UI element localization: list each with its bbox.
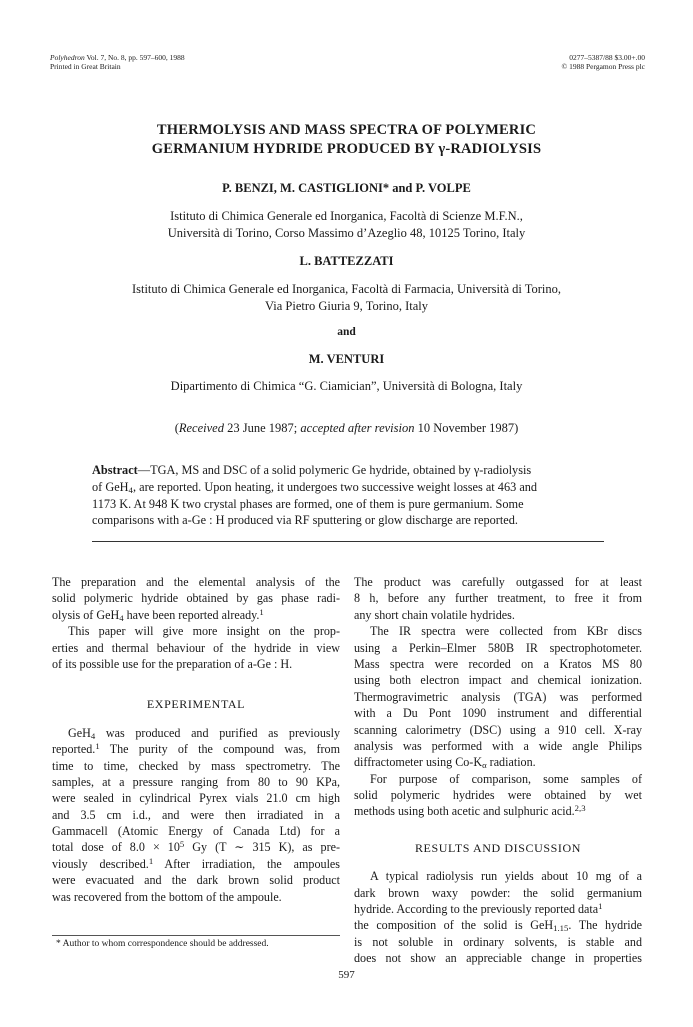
title-line-2: GERMANIUM HYDRIDE PRODUCED BY γ-RADIOLYSIS — [151, 141, 542, 157]
body-line: dark brown waxy powder: the solid germanium — [354, 885, 642, 900]
received-line: (Received 23 June 1987; accepted after revision 10 November 1987) — [174, 421, 519, 435]
section-heading-results: RESULTS AND DISCUSSION — [414, 840, 582, 855]
body-line: of its possible use for the preparation of a-Ge : H. — [52, 656, 293, 671]
page-number: 597 — [338, 969, 355, 981]
text-span: diffractometer using Co-K — [354, 755, 483, 770]
abstract-line-3: 1173 K. At 948 K two crystal phases are formed, one of them is pure germanium. Some — [92, 496, 524, 511]
body-line — [52, 839, 340, 855]
left-column — [52, 574, 340, 905]
abstract-sub: 4 — [128, 485, 133, 495]
body-line: solid polymeric hydride obtained by gas phase radi- — [52, 591, 340, 606]
abstract-divider — [92, 541, 604, 542]
body-line: using both electron impact and chemical ionization. — [354, 673, 642, 688]
author-group-2: L. BATTEZZATI — [299, 254, 394, 268]
body-line: A typical radiolysis run yields about 10 mg of a — [370, 869, 642, 884]
body-line: Gammacell (Atomic Energy of Canada Ltd) for a — [52, 824, 340, 839]
superscript: 5 — [179, 839, 185, 850]
section-heading-experimental: EXPERIMENTAL — [146, 697, 246, 712]
body-line: were evacuated and the dark brown solid product — [52, 873, 340, 888]
footnote: * Author to whom correspondence should be addressed. — [56, 939, 269, 949]
issn-price: 0277–5387/88 $3.00+.00 — [569, 53, 645, 62]
body-line: 8 h, before any further treatment, to free it from — [354, 591, 642, 606]
journal-code — [562, 53, 645, 71]
subscript: 1.15 — [553, 923, 569, 934]
text-span: After irradiation, the ampoules — [153, 856, 341, 871]
and-separator: and — [337, 326, 356, 338]
subscript: α — [482, 760, 487, 771]
body-line: The product was carefully outgassed for at least — [354, 575, 642, 589]
affiliation-1-line-2: Università di Torino, Corso Massimo d’Azeglio 48, 10125 Torino, Italy — [167, 226, 526, 240]
abstract-line-4: comparisons with a-Ge : H produced via RF sputtering or glow discharge are reported. — [92, 513, 518, 528]
affiliation-2 — [0, 281, 693, 315]
citation-ref: 2,3 — [574, 803, 586, 814]
footnote-divider — [52, 935, 340, 936]
body-line — [52, 607, 340, 623]
citation-ref: 1 — [148, 855, 154, 866]
body-line — [354, 803, 642, 819]
body-line — [354, 917, 642, 933]
body-line — [52, 741, 340, 757]
spacer — [52, 713, 340, 725]
body-line: any short chain volatile hydrides. — [354, 607, 515, 622]
text-span: GeH — [68, 725, 91, 740]
body-line: The IR spectra were collected from KBr discs — [370, 624, 642, 639]
journal-citation — [50, 53, 185, 71]
citation-ref: 1 — [95, 741, 100, 752]
text-span: have been reported already. — [123, 607, 260, 622]
affiliation-3: Dipartimento di Chimica “G. Ciamician”, Università di Bologna, Italy — [170, 379, 523, 393]
body-line: erties and thermal behaviour of the hydride in view — [52, 640, 340, 655]
body-line — [354, 901, 642, 917]
subscript: 4 — [119, 612, 124, 623]
body-line: is not soluble in ordinary solvents, is stable and — [354, 934, 642, 949]
text-span: hydride. According to the previously reported data — [354, 902, 599, 917]
body-line: This paper will give more insight on the prop- — [68, 624, 340, 639]
citation-ref: 1 — [598, 901, 603, 912]
body-line: samples, at a pressure ranging from 80 to 90 KPa, — [52, 774, 340, 789]
abstract-line-1: —TGA, MS and DSC of a solid polymeric Ge hydride, obtained by γ-radiolysis — [137, 463, 532, 477]
text-span: olysis of GeH — [52, 607, 120, 622]
text-span: . The hydride — [568, 918, 642, 933]
body-line: solid polymeric hydrides were obtained by wet — [354, 788, 642, 803]
received-label: Received — [178, 421, 224, 435]
body-line: were sealed in cylindrical Pyrex vials 21.0 cm high — [52, 791, 340, 806]
body-line: does not show an appreciable change in properties — [354, 951, 642, 966]
citation-ref: 1 — [259, 606, 264, 617]
text-span: radiation. — [486, 755, 536, 770]
affiliation-2-line-2: Via Pietro Giuria 9, Torino, Italy — [264, 299, 429, 313]
affiliation-2-line-1: Istituto di Chimica Generale ed Inorganica, Facoltà di Farmacia, Università di Torino, — [131, 282, 562, 296]
abstract-label: Abstract — [92, 463, 138, 477]
journal-ref: Vol. 7, No. 8, pp. 597–600, 1988 — [84, 53, 185, 62]
received-date: 23 June 1987 — [227, 421, 294, 435]
body-line: and 3.5 cm i.d., and were then irradiated in a — [52, 807, 340, 822]
affiliation-1-line-1: Istituto di Chimica Generale ed Inorganica, Facoltà di Scienze M.F.N., — [170, 209, 523, 223]
body-line: was recovered from the bottom of the ampoule. — [52, 889, 282, 904]
right-column — [354, 574, 642, 967]
body-line — [52, 856, 340, 872]
body-line: The preparation and the elemental analysis of the — [52, 575, 340, 589]
body-line: Thermogravimetric analysis (TGA) was performed — [354, 689, 642, 704]
accepted-date: 10 November 1987 — [417, 421, 515, 435]
text-span: total dose of 8.0 × 10 — [52, 840, 180, 855]
spacer — [52, 672, 340, 696]
text-span: the composition of the solid is GeH — [354, 918, 554, 933]
body-line — [52, 725, 340, 741]
subscript: 4 — [90, 730, 96, 741]
body-line: Mass spectra were recorded on a Kratos MS 80 — [354, 656, 642, 671]
body-line: analysis was performed with a wide angle Philips — [354, 738, 642, 753]
text-span: reported. — [52, 742, 96, 757]
body-line: scanning calorimetry (DSC) using a 910 cell. X-ray — [354, 722, 642, 737]
body-line — [354, 754, 642, 770]
spacer — [354, 856, 642, 868]
printed-in: Printed in Great Britain — [50, 62, 121, 71]
abstract-line-2a: of GeH — [92, 479, 129, 494]
body-line: using a Perkin–Elmer 580B IR spectrophotometer. — [354, 640, 642, 655]
affiliation-1 — [0, 208, 693, 242]
body-line: For purpose of comparison, some samples of — [370, 771, 642, 786]
spacer — [354, 820, 642, 840]
text-span: The purity of the compound was, from — [99, 742, 340, 757]
body-line: with a Du Pont 1090 instrument and differential — [354, 706, 642, 721]
author-group-3: M. VENTURI — [308, 352, 385, 366]
text-span: Gy (T ∼ 315 K), as pre- — [184, 840, 340, 855]
title-line-1: THERMOLYSIS AND MASS SPECTRA OF POLYMERIC — [156, 122, 537, 138]
abstract — [92, 462, 604, 529]
copyright-line: © 1988 Pergamon Press plc — [561, 62, 645, 71]
text-span: was produced and purified as previously — [95, 725, 340, 740]
text-span: methods using both acetic and sulphuric acid. — [354, 804, 575, 819]
journal-name: Polyhedron — [50, 53, 85, 62]
paper-title — [0, 121, 693, 159]
body-line: time to time, checked by mass spectrometry. The — [52, 758, 340, 773]
text-span: viously described. — [52, 856, 149, 871]
accepted-label: accepted after revision — [300, 421, 415, 435]
author-group-1: P. BENZI, M. CASTIGLIONI* and P. VOLPE — [222, 181, 471, 195]
abstract-line-2b: , are reported. Upon heating, it undergoes two successive weight losses at 463 and — [132, 479, 538, 494]
